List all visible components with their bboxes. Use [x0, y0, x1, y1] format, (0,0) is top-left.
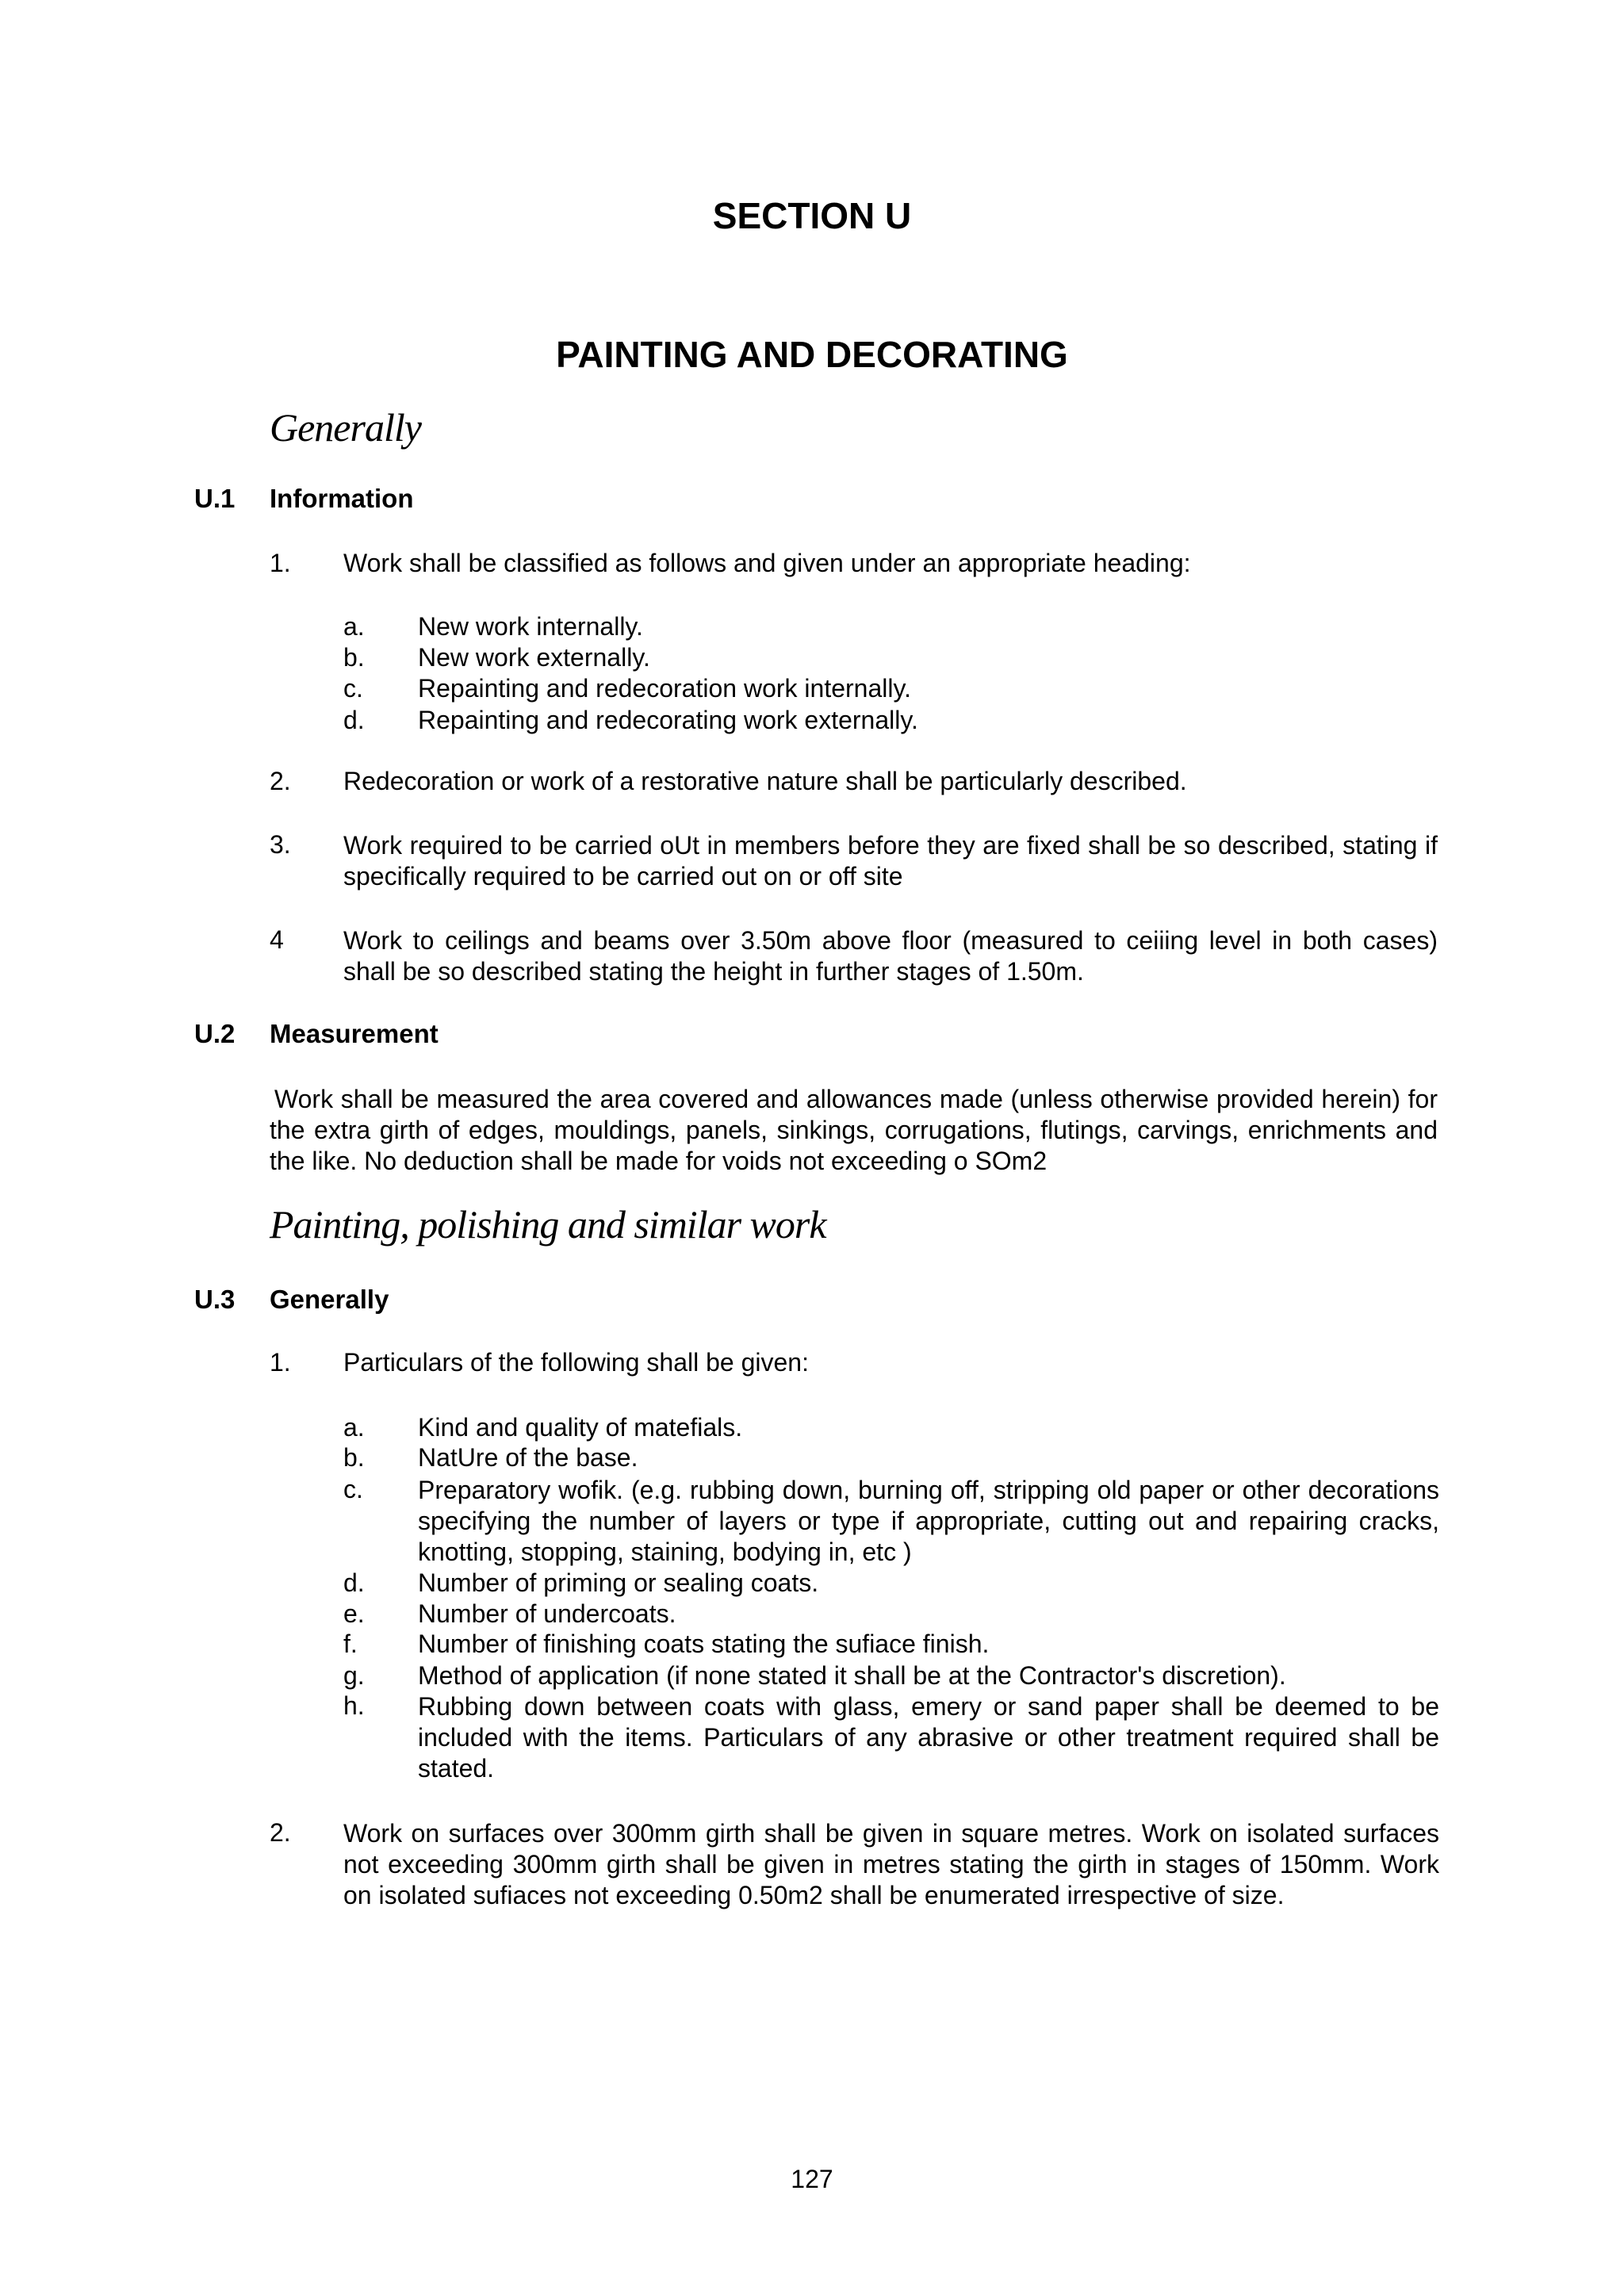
subitem-text: New work externally.: [418, 643, 650, 672]
subitem-letter: g.: [343, 1661, 365, 1690]
item-number: 2.: [270, 767, 291, 795]
subitem-letter: c.: [343, 674, 363, 703]
clause-number-u1: U.1: [194, 484, 236, 513]
subitem-text: Number of finishing coats stating the sufiace finish.: [418, 1630, 990, 1658]
subitem-text: NatUre of the base.: [418, 1443, 638, 1472]
item-text: Redecoration or work of a restorative nature shall be particularly described.: [343, 767, 1187, 795]
subitem-text: New work internally.: [418, 612, 643, 641]
subitem-letter: d.: [343, 1568, 365, 1597]
subitem-letter: a.: [343, 612, 365, 641]
measurement-text: Work shall be measured the area covered and allowances made (unless otherwise provided herein) for the extra girth of edges, mouldings, panels, sinkings, corrugations, flutings, carvings, enrichments and the like. No deduction shall be made for voids not exceeding o SOm2: [270, 1085, 1438, 1175]
clause-number-u3: U.3: [194, 1285, 236, 1314]
subitem-letter: c.: [343, 1475, 363, 1503]
subhead-generally: Generally: [270, 405, 421, 450]
subitem-letter: f.: [343, 1630, 358, 1658]
subitem-text: Repainting and redecorating work externally.: [418, 706, 918, 734]
section-title: SECTION U: [712, 195, 912, 236]
page-number: 127: [791, 2165, 833, 2193]
subitem-letter: e.: [343, 1599, 365, 1628]
clause-title-u2: Measurement: [270, 1019, 439, 1048]
item-number: 1.: [270, 1348, 291, 1377]
subitem-text: Repainting and redecoration work internally.: [418, 674, 911, 703]
item-number: 3.: [270, 830, 291, 859]
subhead-painting: Painting, polishing and similar work: [270, 1202, 826, 1247]
item-text: Work shall be classified as follows and given under an appropriate heading:: [343, 549, 1191, 577]
subitem-letter: b.: [343, 643, 365, 672]
subitem-text: Number of priming or sealing coats.: [418, 1568, 819, 1597]
subitem-text: Method of application (if none stated it shall be at the Contractor's discretion).: [418, 1661, 1286, 1690]
subitem-letter: h.: [343, 1691, 365, 1720]
item-number: 1.: [270, 549, 291, 577]
subitem-letter: b.: [343, 1443, 365, 1472]
item-text: Particulars of the following shall be given:: [343, 1348, 809, 1377]
subitem-letter: d.: [343, 706, 365, 734]
clause-number-u2: U.2: [194, 1019, 236, 1048]
item-text: Work to ceilings and beams over 3.50m above floor (measured to ceiiing level in both cases) shall be so described stating the height in further stages of 1.50m.: [343, 926, 1438, 986]
clause-title-u3: Generally: [270, 1285, 389, 1314]
item-number: 2.: [270, 1818, 291, 1847]
subitem-letter: a.: [343, 1413, 365, 1442]
subitem-text: Kind and quality of matefials.: [418, 1413, 743, 1442]
main-title: PAINTING AND DECORATING: [556, 334, 1068, 375]
item-text: Work on surfaces over 300mm girth shall be given in square metres. Work on isolated surfaces not exceeding 300mm girth shall be given in metres stating the girth in stages of 150mm. Work on isolated sufiaces not exceeding 0.50m2 shall be enumerated irrespective of size.: [343, 1819, 1439, 1909]
item-text: Work required to be carried oUt in members before they are fixed shall be so described, stating if specifically required to be carried out on or off site: [343, 831, 1438, 890]
item-number: 4: [270, 925, 284, 954]
clause-title-u1: Information: [270, 484, 414, 513]
subitem-text: Rubbing down between coats with glass, emery or sand paper shall be deemed to be included with the items. Particulars of any abrasive or other treatment required shall be stated.: [418, 1692, 1439, 1783]
subitem-text: Preparatory wofik. (e.g. rubbing down, burning off, stripping old paper or other decorations specifying the number of layers or type if appropriate, cutting out and repairing cracks, knotting, stopping, staining, bodying in, etc ): [418, 1476, 1439, 1566]
subitem-text: Number of undercoats.: [418, 1599, 676, 1628]
